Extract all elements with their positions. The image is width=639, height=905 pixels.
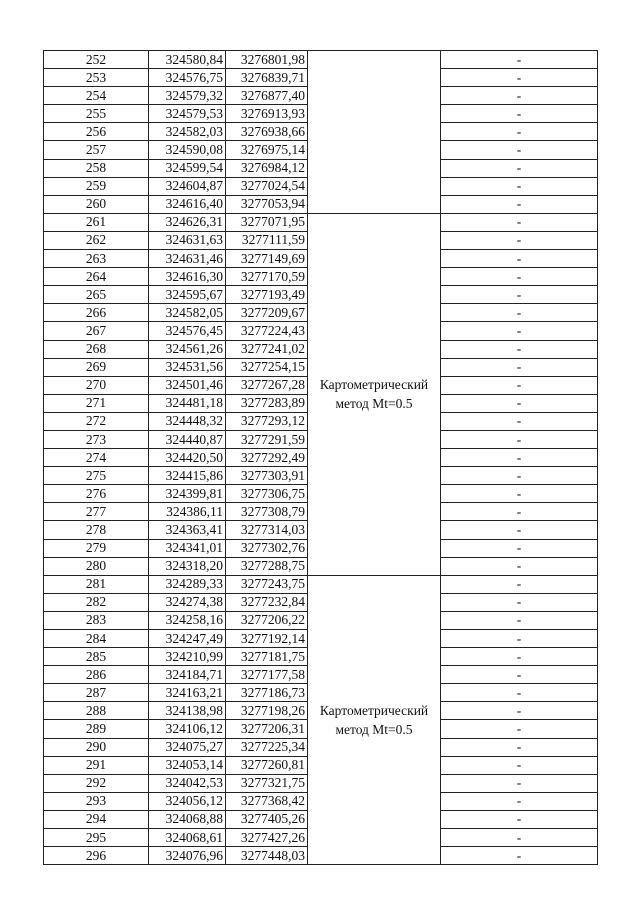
table-row (44, 51, 598, 69)
point-number-cell: 254 (44, 87, 149, 105)
accuracy-cell: - (441, 756, 598, 774)
accuracy-cell: - (441, 575, 598, 593)
y-coordinate-cell: 3276984,12 (226, 159, 308, 177)
x-coordinate-cell: 324501,46 (149, 376, 226, 394)
accuracy-cell: - (441, 485, 598, 503)
y-coordinate-cell: 3277071,95 (226, 213, 308, 231)
accuracy-cell: - (441, 467, 598, 485)
y-coordinate-cell: 3277448,03 (226, 847, 308, 865)
y-coordinate-cell: 3277293,12 (226, 412, 308, 430)
x-coordinate-cell: 324631,63 (149, 231, 226, 249)
x-coordinate-cell: 324616,30 (149, 268, 226, 286)
y-coordinate-cell: 3277368,42 (226, 792, 308, 810)
x-coordinate-cell: 324068,61 (149, 829, 226, 847)
accuracy-cell: - (441, 358, 598, 376)
x-coordinate-cell: 324138,98 (149, 702, 226, 720)
x-coordinate-cell: 324042,53 (149, 774, 226, 792)
point-number-cell: 260 (44, 195, 149, 213)
point-number-cell: 275 (44, 467, 149, 485)
y-coordinate-cell: 3277302,76 (226, 539, 308, 557)
y-coordinate-cell: 3277149,69 (226, 250, 308, 268)
x-coordinate-cell: 324184,71 (149, 666, 226, 684)
x-coordinate-cell: 324599,54 (149, 159, 226, 177)
y-coordinate-cell: 3277232,84 (226, 593, 308, 611)
y-coordinate-cell: 3277321,75 (226, 774, 308, 792)
x-coordinate-cell: 324561,26 (149, 340, 226, 358)
point-number-cell: 285 (44, 648, 149, 666)
point-number-cell: 263 (44, 250, 149, 268)
point-number-cell: 277 (44, 503, 149, 521)
x-coordinate-cell: 324440,87 (149, 430, 226, 448)
accuracy-cell: - (441, 376, 598, 394)
point-number-cell: 273 (44, 430, 149, 448)
x-coordinate-cell: 324576,45 (149, 322, 226, 340)
point-number-cell: 287 (44, 684, 149, 702)
accuracy-cell: - (441, 250, 598, 268)
accuracy-cell: - (441, 177, 598, 195)
accuracy-cell: - (441, 268, 598, 286)
x-coordinate-cell: 324076,96 (149, 847, 226, 865)
x-coordinate-cell: 324289,33 (149, 575, 226, 593)
x-coordinate-cell: 324106,12 (149, 720, 226, 738)
accuracy-cell: - (441, 87, 598, 105)
y-coordinate-cell: 3277225,34 (226, 738, 308, 756)
coordinates-table-body (44, 51, 598, 865)
point-number-cell: 279 (44, 539, 149, 557)
accuracy-cell: - (441, 195, 598, 213)
point-number-cell: 266 (44, 304, 149, 322)
x-coordinate-cell: 324420,50 (149, 449, 226, 467)
accuracy-cell: - (441, 286, 598, 304)
x-coordinate-cell: 324595,67 (149, 286, 226, 304)
y-coordinate-cell: 3277267,28 (226, 376, 308, 394)
point-number-cell: 281 (44, 575, 149, 593)
accuracy-cell: - (441, 430, 598, 448)
y-coordinate-cell: 3277405,26 (226, 810, 308, 828)
x-coordinate-cell: 324363,41 (149, 521, 226, 539)
x-coordinate-cell: 324576,75 (149, 69, 226, 87)
accuracy-cell: - (441, 105, 598, 123)
point-number-cell: 257 (44, 141, 149, 159)
accuracy-cell: - (441, 159, 598, 177)
x-coordinate-cell: 324580,84 (149, 51, 226, 69)
accuracy-cell: - (441, 774, 598, 792)
accuracy-cell: - (441, 231, 598, 249)
point-number-cell: 271 (44, 394, 149, 412)
y-coordinate-cell: 3277291,59 (226, 430, 308, 448)
point-number-cell: 289 (44, 720, 149, 738)
accuracy-cell: - (441, 213, 598, 231)
point-number-cell: 256 (44, 123, 149, 141)
x-coordinate-cell: 324415,86 (149, 467, 226, 485)
y-coordinate-cell: 3277053,94 (226, 195, 308, 213)
accuracy-cell: - (441, 810, 598, 828)
y-coordinate-cell: 3277283,89 (226, 394, 308, 412)
point-number-cell: 255 (44, 105, 149, 123)
y-coordinate-cell: 3277292,49 (226, 449, 308, 467)
accuracy-cell: - (441, 304, 598, 322)
point-number-cell: 267 (44, 322, 149, 340)
accuracy-cell: - (441, 503, 598, 521)
point-number-cell: 284 (44, 630, 149, 648)
y-coordinate-cell: 3277024,54 (226, 177, 308, 195)
y-coordinate-cell: 3277241,02 (226, 340, 308, 358)
point-number-cell: 280 (44, 557, 149, 575)
point-number-cell: 269 (44, 358, 149, 376)
y-coordinate-cell: 3277308,79 (226, 503, 308, 521)
y-coordinate-cell: 3276913,93 (226, 105, 308, 123)
point-number-cell: 282 (44, 593, 149, 611)
accuracy-cell: - (441, 539, 598, 557)
accuracy-cell: - (441, 847, 598, 865)
x-coordinate-cell: 324631,46 (149, 250, 226, 268)
x-coordinate-cell: 324341,01 (149, 539, 226, 557)
accuracy-cell: - (441, 412, 598, 430)
point-number-cell: 274 (44, 449, 149, 467)
x-coordinate-cell: 324604,87 (149, 177, 226, 195)
y-coordinate-cell: 3277170,59 (226, 268, 308, 286)
x-coordinate-cell: 324616,40 (149, 195, 226, 213)
coordinates-table (43, 50, 598, 865)
x-coordinate-cell: 324258,16 (149, 611, 226, 629)
x-coordinate-cell: 324053,14 (149, 756, 226, 774)
y-coordinate-cell: 3276801,98 (226, 51, 308, 69)
method-cell: Картометрический метод Mt=0.5 (308, 575, 441, 865)
method-cell (308, 51, 441, 214)
point-number-cell: 288 (44, 702, 149, 720)
y-coordinate-cell: 3277306,75 (226, 485, 308, 503)
method-cell: Картометрический метод Mt=0.5 (308, 213, 441, 575)
accuracy-cell: - (441, 123, 598, 141)
point-number-cell: 291 (44, 756, 149, 774)
y-coordinate-cell: 3276877,40 (226, 87, 308, 105)
x-coordinate-cell: 324579,53 (149, 105, 226, 123)
accuracy-cell: - (441, 720, 598, 738)
point-number-cell: 259 (44, 177, 149, 195)
x-coordinate-cell: 324386,11 (149, 503, 226, 521)
accuracy-cell: - (441, 51, 598, 69)
y-coordinate-cell: 3277427,26 (226, 829, 308, 847)
accuracy-cell: - (441, 611, 598, 629)
x-coordinate-cell: 324210,99 (149, 648, 226, 666)
point-number-cell: 258 (44, 159, 149, 177)
point-number-cell: 253 (44, 69, 149, 87)
coordinates-table-page (43, 50, 597, 865)
y-coordinate-cell: 3277206,22 (226, 611, 308, 629)
x-coordinate-cell: 324075,27 (149, 738, 226, 756)
accuracy-cell: - (441, 593, 598, 611)
point-number-cell: 295 (44, 829, 149, 847)
y-coordinate-cell: 3277243,75 (226, 575, 308, 593)
accuracy-cell: - (441, 702, 598, 720)
y-coordinate-cell: 3277303,91 (226, 467, 308, 485)
point-number-cell: 283 (44, 611, 149, 629)
point-number-cell: 293 (44, 792, 149, 810)
y-coordinate-cell: 3276839,71 (226, 69, 308, 87)
accuracy-cell: - (441, 449, 598, 467)
point-number-cell: 296 (44, 847, 149, 865)
x-coordinate-cell: 324318,20 (149, 557, 226, 575)
x-coordinate-cell: 324531,56 (149, 358, 226, 376)
accuracy-cell: - (441, 648, 598, 666)
y-coordinate-cell: 3277260,81 (226, 756, 308, 774)
point-number-cell: 290 (44, 738, 149, 756)
accuracy-cell: - (441, 829, 598, 847)
point-number-cell: 261 (44, 213, 149, 231)
accuracy-cell: - (441, 141, 598, 159)
y-coordinate-cell: 3277224,43 (226, 322, 308, 340)
y-coordinate-cell: 3277209,67 (226, 304, 308, 322)
x-coordinate-cell: 324247,49 (149, 630, 226, 648)
point-number-cell: 265 (44, 286, 149, 304)
x-coordinate-cell: 324579,32 (149, 87, 226, 105)
x-coordinate-cell: 324068,88 (149, 810, 226, 828)
accuracy-cell: - (441, 322, 598, 340)
point-number-cell: 294 (44, 810, 149, 828)
point-number-cell: 270 (44, 376, 149, 394)
point-number-cell: 286 (44, 666, 149, 684)
accuracy-cell: - (441, 557, 598, 575)
x-coordinate-cell: 324481,18 (149, 394, 226, 412)
point-number-cell: 278 (44, 521, 149, 539)
accuracy-cell: - (441, 630, 598, 648)
x-coordinate-cell: 324399,81 (149, 485, 226, 503)
x-coordinate-cell: 324274,38 (149, 593, 226, 611)
x-coordinate-cell: 324163,21 (149, 684, 226, 702)
y-coordinate-cell: 3277186,73 (226, 684, 308, 702)
point-number-cell: 252 (44, 51, 149, 69)
y-coordinate-cell: 3277193,49 (226, 286, 308, 304)
y-coordinate-cell: 3277192,14 (226, 630, 308, 648)
accuracy-cell: - (441, 684, 598, 702)
accuracy-cell: - (441, 340, 598, 358)
y-coordinate-cell: 3277314,03 (226, 521, 308, 539)
point-number-cell: 264 (44, 268, 149, 286)
x-coordinate-cell: 324582,03 (149, 123, 226, 141)
point-number-cell: 272 (44, 412, 149, 430)
table-row (44, 213, 598, 231)
accuracy-cell: - (441, 738, 598, 756)
accuracy-cell: - (441, 521, 598, 539)
y-coordinate-cell: 3277111,59 (226, 231, 308, 249)
x-coordinate-cell: 324590,08 (149, 141, 226, 159)
accuracy-cell: - (441, 69, 598, 87)
y-coordinate-cell: 3276938,66 (226, 123, 308, 141)
point-number-cell: 262 (44, 231, 149, 249)
y-coordinate-cell: 3277206,31 (226, 720, 308, 738)
accuracy-cell: - (441, 792, 598, 810)
x-coordinate-cell: 324448,32 (149, 412, 226, 430)
y-coordinate-cell: 3277177,58 (226, 666, 308, 684)
y-coordinate-cell: 3277181,75 (226, 648, 308, 666)
x-coordinate-cell: 324056,12 (149, 792, 226, 810)
point-number-cell: 292 (44, 774, 149, 792)
x-coordinate-cell: 324582,05 (149, 304, 226, 322)
point-number-cell: 276 (44, 485, 149, 503)
x-coordinate-cell: 324626,31 (149, 213, 226, 231)
y-coordinate-cell: 3277254,15 (226, 358, 308, 376)
accuracy-cell: - (441, 394, 598, 412)
y-coordinate-cell: 3277198,26 (226, 702, 308, 720)
y-coordinate-cell: 3277288,75 (226, 557, 308, 575)
table-row (44, 575, 598, 593)
y-coordinate-cell: 3276975,14 (226, 141, 308, 159)
accuracy-cell: - (441, 666, 598, 684)
point-number-cell: 268 (44, 340, 149, 358)
